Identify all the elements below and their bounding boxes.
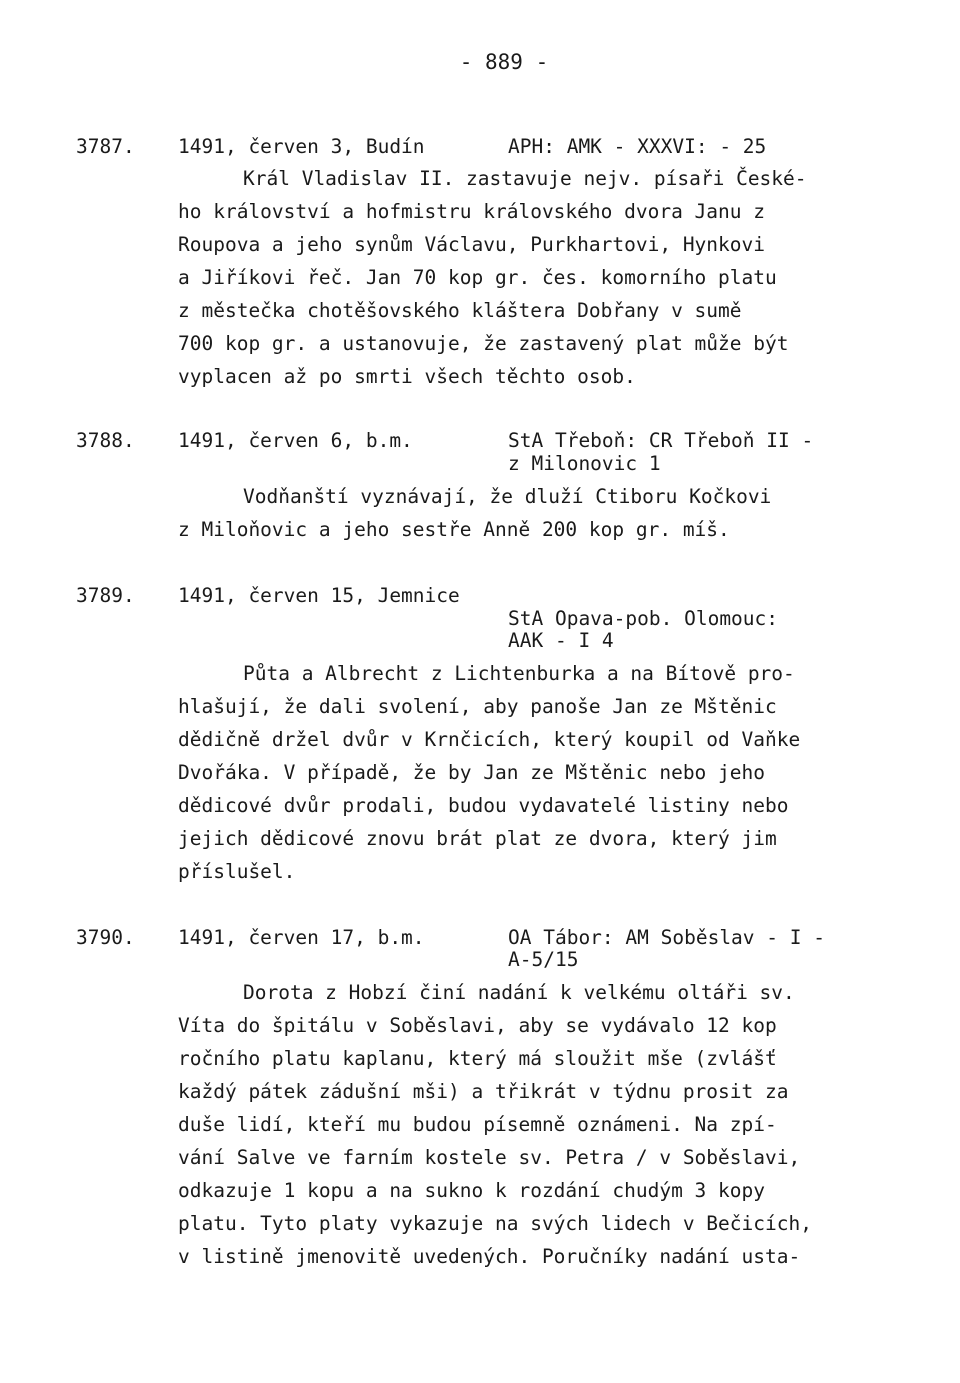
entry-header: 1491, červen 15, Jemnice bbox=[178, 584, 460, 607]
archive-reference: StA Opava-pob. Olomouc: bbox=[508, 607, 779, 630]
entry-text-line: Víta do špitálu v Soběslavi, aby se vydávalo 12 kop bbox=[178, 1014, 777, 1037]
entry-text-line: Roupova a jeho synům Václavu, Purkhartovi, Hynkovi bbox=[178, 233, 765, 256]
entry-header: 1491, červen 6, b.m. bbox=[178, 429, 413, 452]
entry-text-line: ročního platu kaplanu, který má sloužit mše (zvlášť bbox=[178, 1047, 777, 1070]
entry-text-line: příslušel. bbox=[178, 860, 296, 883]
entry-text-line: dědičně držel dvůr v Krnčicích, který koupil od Vaňke bbox=[178, 728, 801, 751]
archive-reference: APH: AMK - XXXVI: - 25 bbox=[508, 135, 767, 158]
entry-number: 3788. bbox=[76, 429, 135, 452]
entry-text-line: odkazuje 1 kopu a na sukno k rozdání chudým 3 kopy bbox=[178, 1179, 765, 1202]
entry-header: 1491, červen 17, b.m. bbox=[178, 926, 425, 949]
entry-text-line: ho království a hofmistru královského dvora Janu z bbox=[178, 200, 765, 223]
entry-text-line: Dvořáka. V případě, že by Jan ze Mštěnic nebo jeho bbox=[178, 761, 765, 784]
archive-reference: OA Tábor: AM Soběslav - I - bbox=[508, 926, 825, 949]
entry-text-line: každý pátek zádušní mši) a třikrát v týdnu prosit za bbox=[178, 1080, 789, 1103]
archive-reference: z Milonovic 1 bbox=[508, 452, 661, 475]
archive-reference: A-5/15 bbox=[508, 948, 579, 971]
entry-text-line: duše lidí, kteří mu budou písemně oznámeni. Na zpí- bbox=[178, 1113, 777, 1136]
entry-number: 3789. bbox=[76, 584, 135, 607]
entry-text-line: Vodňanští vyznávají, že dluží Ctiboru Kočkovi bbox=[243, 485, 772, 508]
entry-text-line: hlašují, že dali svolení, aby panoše Jan ze Mštěnic bbox=[178, 695, 777, 718]
archive-reference: StA Třeboň: CR Třeboň II - bbox=[508, 429, 814, 452]
entry-number: 3790. bbox=[76, 926, 135, 949]
entry-text-line: dědicové dvůr prodali, budou vydavatelé listiny nebo bbox=[178, 794, 789, 817]
entry-text-line: 700 kop gr. a ustanovuje, že zastavený plat může být bbox=[178, 332, 789, 355]
entry-header: 1491, červen 3, Budín bbox=[178, 135, 425, 158]
entry-text-line: a Jiříkovi řeč. Jan 70 kop gr. čes. komorního platu bbox=[178, 266, 777, 289]
entry-text-line: vyplacen až po smrti všech těchto osob. bbox=[178, 365, 636, 388]
page-number: - 889 - bbox=[459, 50, 549, 74]
entry-number: 3787. bbox=[76, 135, 135, 158]
entry-text-line: platu. Tyto platy vykazuje na svých lidech v Bečicích, bbox=[178, 1212, 812, 1235]
entry-text-line: Král Vladislav II. zastavuje nejv. písaři České- bbox=[243, 167, 807, 190]
entry-text-line: Půta a Albrecht z Lichtenburka a na Bítově pro- bbox=[243, 662, 795, 685]
entry-text-line: Dorota z Hobzí činí nadání k velkému oltáři sv. bbox=[243, 981, 795, 1004]
entry-text-line: z městečka chotěšovského kláštera Dobřany v sumě bbox=[178, 299, 742, 322]
entry-text-line: v listině jmenovitě uvedených. Poručníky nadání usta- bbox=[178, 1245, 801, 1268]
entry-text-line: jejich dědicové znovu brát plat ze dvora, který jim bbox=[178, 827, 777, 850]
entry-text-line: z Miloňovic a jeho sestře Anně 200 kop gr. míš. bbox=[178, 518, 730, 541]
archive-reference: AAK - I 4 bbox=[508, 629, 614, 652]
entry-text-line: vání Salve ve farním kostele sv. Petra / v Soběslavi, bbox=[178, 1146, 801, 1169]
